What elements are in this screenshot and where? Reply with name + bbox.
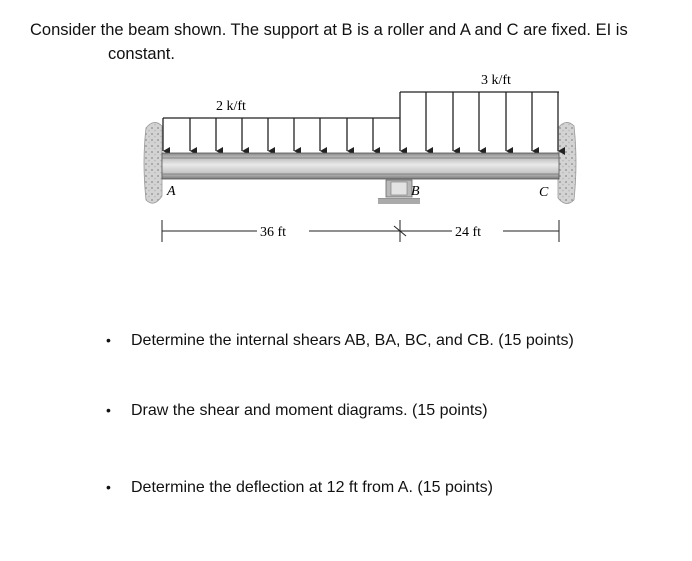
point-b-label: B [411,184,420,199]
question-item [106,477,493,498]
bullet-icon: • [106,332,111,348]
distributed-load-left [163,118,400,151]
load-right-label: 3 k/ft [481,73,511,88]
beam [162,153,559,179]
load-left-label: 2 k/ft [216,99,246,114]
dimension-lines [162,220,559,242]
question-text: Determine the internal shears AB, BA, BC, and CB. (15 points) [131,332,574,349]
span-ab-label: 36 ft [260,225,287,240]
fixed-support-a [144,122,162,203]
question-item [106,330,574,351]
distributed-load-right [400,92,559,151]
question-text: Draw the shear and moment diagrams. (15 points) [131,402,488,419]
problem-statement-line1: Consider the beam shown. The support at B is a roller and A and C are fixed. EI is [30,21,628,39]
question-text: Determine the deflection at 12 ft from A. (15 points) [131,479,493,496]
point-c-label: C [539,185,549,200]
bullet-icon: • [106,402,111,418]
bullet-icon: • [106,479,111,495]
problem-statement-line2: constant. [108,45,175,63]
question-item [106,400,488,421]
fixed-support-c [558,122,576,203]
span-bc-label: 24 ft [455,225,482,240]
point-a-label: A [167,184,176,199]
